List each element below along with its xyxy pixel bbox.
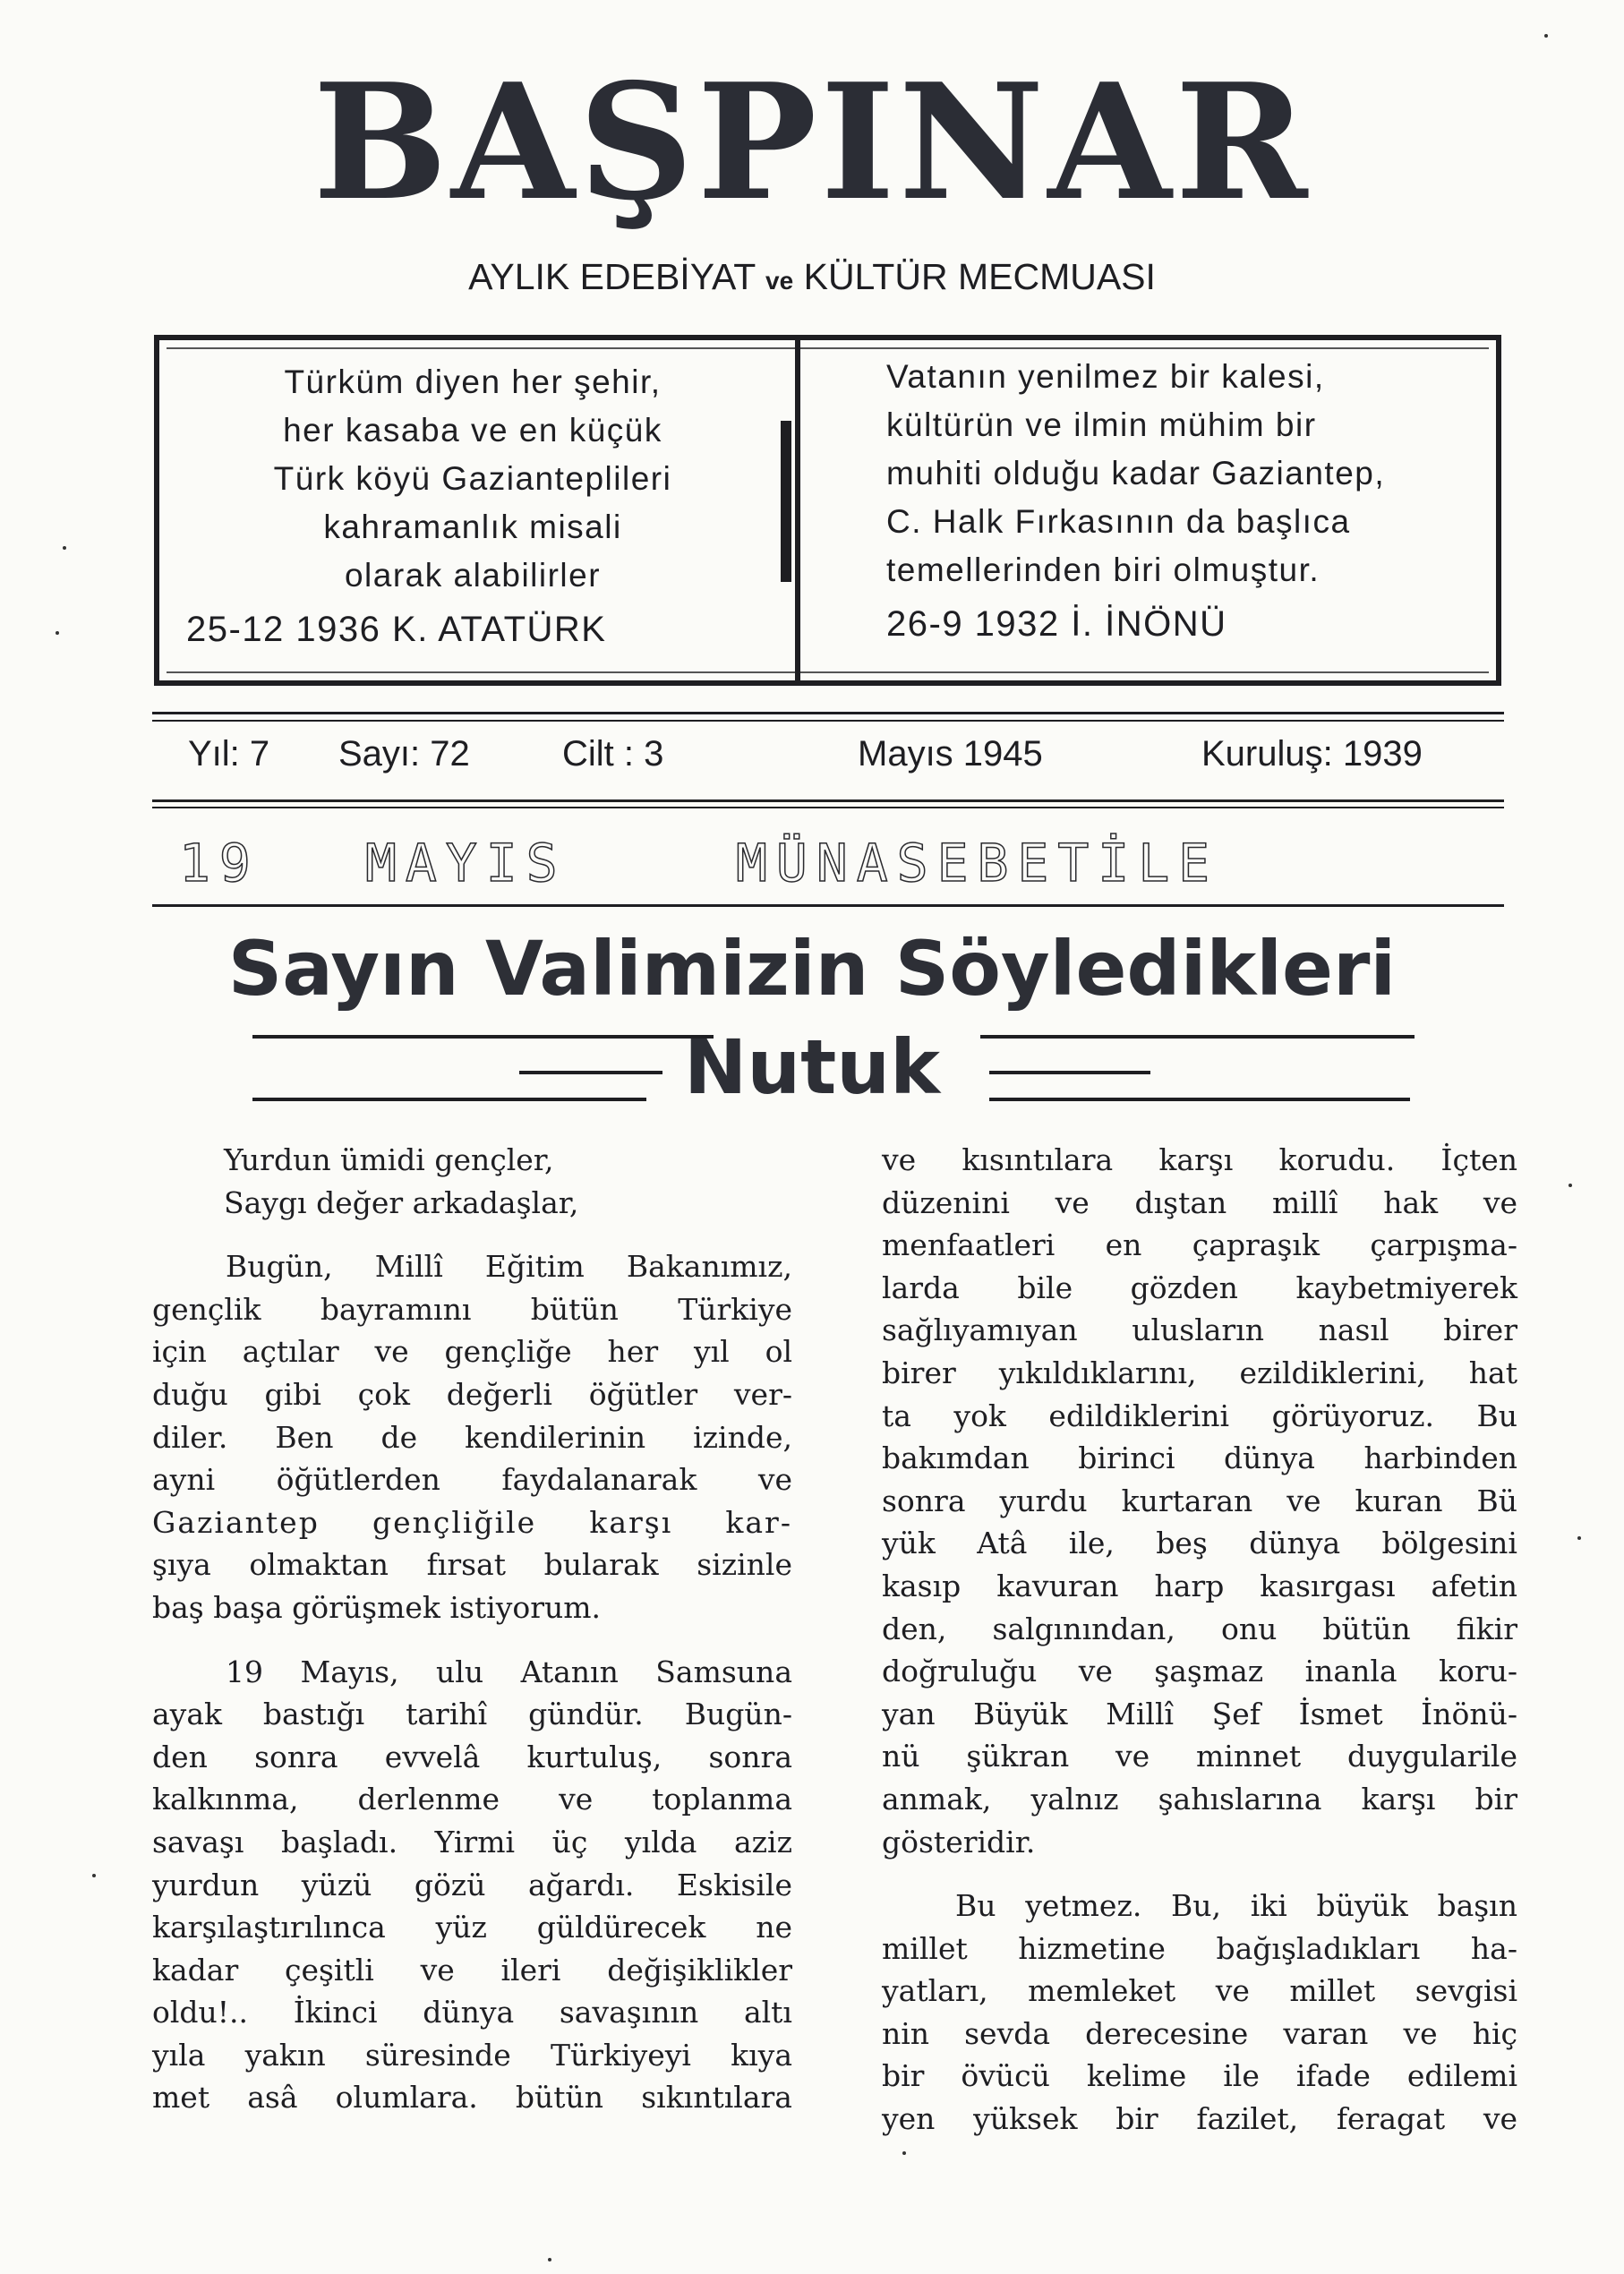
issue-date: Mayıs 1945 (858, 734, 1043, 774)
text-line: den, salgınından, onu bütün fikir (882, 1611, 1517, 1646)
text-line: ve kısıntılara karşı korudu. İçten (882, 1142, 1517, 1177)
text-line: yurdun yüzü gözü ağardı. Eskisile (152, 1867, 792, 1902)
text-line: anmak, yalnız şahıslarına karşı bir (882, 1781, 1517, 1817)
subheadline-rule-left (252, 1098, 646, 1101)
text-line: Bugün, Millî Eğitim Bakanımız, (226, 1249, 792, 1285)
text-line: Gaziantep gençliğile karşı kar- (152, 1504, 792, 1540)
masthead-title: BAŞPINAR (312, 48, 1312, 235)
text-line: doğruluğu ve şaşmaz inanla koru- (882, 1654, 1517, 1689)
quote-divider-bar (781, 421, 791, 582)
quote-line: kahramanlık misali (323, 509, 622, 545)
quote-line: Türküm diyen her şehir, (284, 363, 662, 400)
text-line: larda bile gözden kaybetmiyerek (882, 1270, 1517, 1305)
quote-line: Türk köyü Gazianteplileri (273, 460, 672, 497)
issue-number: Sayı: 72 (338, 734, 470, 774)
subheadline-rule-right-short (989, 1071, 1150, 1074)
greeting-line: Saygı değer arkadaşlar, (224, 1184, 579, 1220)
quote-line: muhiti olduğu kadar Gaziantep, (886, 455, 1386, 492)
section-word-mayis: MAYIS (365, 833, 567, 893)
subtitle-part-2: KÜLTÜR MECMUASI (803, 256, 1156, 297)
article-column-right (882, 1139, 1517, 2141)
ataturk-quote (186, 358, 759, 654)
quote-box (154, 335, 1501, 686)
quote-divider (795, 340, 800, 680)
quote-line: Vatanın yenilmez bir kalesi, (886, 358, 1325, 395)
quote-line: olarak alabilirler (344, 557, 602, 594)
text-line: duğu gibi çok değerli öğütler ver- (152, 1376, 792, 1412)
subheadline: Nutuk (684, 1023, 940, 1111)
scan-speck (1568, 1184, 1572, 1187)
rule-bottom-thin (152, 807, 1504, 808)
article-column-left (152, 1139, 792, 2119)
issue-info-bar (188, 734, 1477, 788)
text-line: yıla yakın süresinde Türkiyeyi kıya (152, 2037, 792, 2073)
masthead-subtitle (0, 256, 1624, 298)
section-heading (152, 833, 1504, 899)
scan-speck (63, 546, 66, 550)
ataturk-signature: 25-12 1936 K. ATATÜRK (186, 610, 607, 649)
subtitle-part-1: AYLIK EDEBİYAT (468, 256, 756, 297)
section-word-munasebetile: MÜNASEBETİLE (736, 833, 1219, 893)
text-line: 19 Mayıs, ulu Atanın Samsuna (226, 1654, 792, 1689)
text-line: den sonra evvelâ kurtuluş, sonra (152, 1739, 792, 1774)
text-line: ayak bastığı tarihî gündür. Bugün- (152, 1697, 792, 1732)
text-line: düzenini ve dıştan millî hak ve (882, 1184, 1517, 1220)
text-line: diler. Ben de kendilerinin izinde, (152, 1419, 792, 1455)
scan-speck (548, 2258, 551, 2261)
text-line: için açtılar ve gençliğe her yıl ol (152, 1334, 792, 1370)
inonu-quote (886, 353, 1459, 648)
text-line: nin sevda derecesine varan ve hiç (882, 2015, 1517, 2051)
text-line: met asâ olumlara. bütün sıkıntılara (152, 2080, 792, 2116)
text-line: sağlıyamıyan ulusların nasıl birer (882, 1312, 1517, 1348)
scan-speck (1544, 34, 1548, 38)
quote-line: her kasaba ve en küçük (283, 412, 662, 449)
text-line: karşılaştırılınca yüz güldürecek ne (152, 1910, 792, 1945)
text-line: kadar çeşitli ve ileri değişiklikler (152, 1952, 792, 1988)
text-line: yatları, memleket ve millet sevgisi (882, 1973, 1517, 2009)
text-line: gençlik bayramını bütün Türkiye (152, 1291, 792, 1327)
issue-year: Yıl: 7 (188, 734, 270, 774)
text-line: nü şükran ve minnet duygularile (882, 1739, 1517, 1774)
issue-volume: Cilt : 3 (562, 734, 664, 774)
subheadline-rule-left-short (519, 1071, 662, 1074)
scan-speck (92, 1874, 96, 1877)
section-number: 19 (179, 833, 260, 893)
text-line: baş başa görüşmek istiyorum. (152, 1589, 602, 1625)
rule-top (152, 712, 1504, 714)
text-line: kalkınma, derlenme ve toplanma (152, 1782, 792, 1817)
text-line: ta yok edildiklerini görüyoruz. Bu (882, 1398, 1517, 1433)
founded-year: Kuruluş: 1939 (1201, 734, 1423, 774)
text-line: birer yıkıldıklarını, ezildiklerini, hat (882, 1355, 1517, 1390)
scan-speck (1577, 1536, 1581, 1540)
headline: Sayın Valimizin Söyledikleri (227, 925, 1397, 1013)
text-line: şıya olmaktan fırsat bularak sizinle (152, 1547, 792, 1583)
text-line: yan Büyük Millî Şef İsmet İnönü- (882, 1696, 1517, 1731)
text-line: menfaatleri en çapraşık çarpışma- (882, 1227, 1517, 1263)
text-line: savaşı başladı. Yirmi üç yılda aziz (152, 1824, 792, 1859)
quote-line: kültürün ve ilmin mühim bir (886, 406, 1317, 443)
quote-line: C. Halk Fırkasının da başlıca (886, 503, 1351, 540)
text-line: Bu yetmez. Bu, iki büyük başın (955, 1888, 1517, 1924)
scan-speck (902, 2151, 906, 2155)
inonu-signature: 26-9 1932 İ. İNÖNÜ (886, 604, 1227, 644)
greeting-line: Yurdun ümidi gençler, (224, 1142, 554, 1177)
rule-section (152, 904, 1504, 907)
text-line: bir övücü kelime ile ifade edilemi (882, 2058, 1517, 2094)
text-line: ayni öğütlerden faydalanarak ve (152, 1462, 792, 1498)
text-line: gösteridir. (882, 1824, 1036, 1859)
scan-speck (56, 631, 59, 635)
quote-line: temellerinden biri olmuştur. (886, 551, 1321, 588)
text-line: oldu!.. İkinci dünya savaşının altı (152, 1995, 792, 2030)
subtitle-ve: ve (765, 267, 794, 295)
text-line: millet hizmetine bağışladıkları ha- (882, 1930, 1517, 1966)
text-line: yen yüksek bir fazilet, feragat ve (882, 2101, 1517, 2137)
subheadline-rule-right (989, 1098, 1410, 1101)
text-line: sonra yurdu kurtaran ve kuran Bü (882, 1483, 1517, 1518)
text-line: kasıp kavuran harp kasırgası afetin (882, 1568, 1517, 1603)
rule-top-thin (152, 720, 1504, 722)
rule-bottom (152, 799, 1504, 802)
text-line: yük Atâ ile, beş dünya bölgesini (882, 1526, 1517, 1561)
text-line: bakımdan birinci dünya harbinden (882, 1440, 1517, 1476)
